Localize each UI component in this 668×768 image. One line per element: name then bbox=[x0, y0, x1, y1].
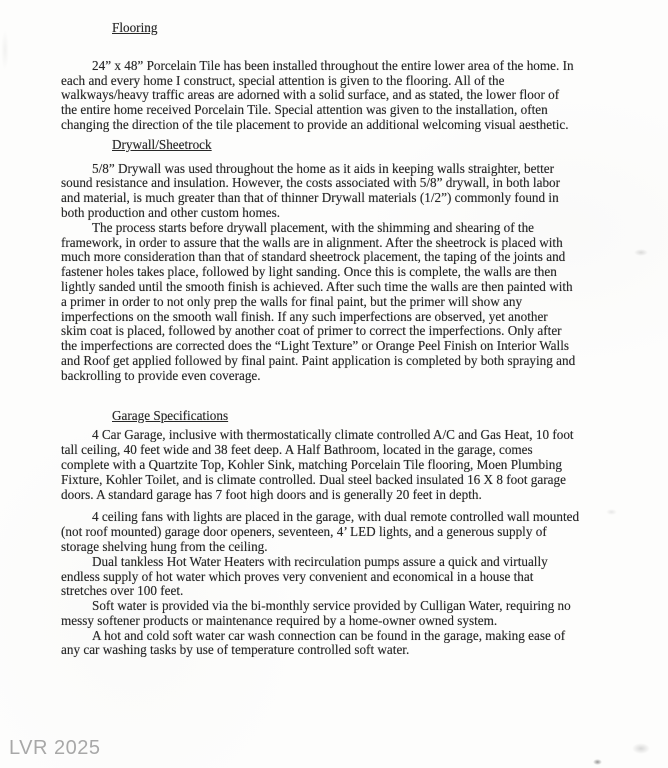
paragraph bbox=[61, 510, 579, 554]
text-line: and material, is much greater than that of thinner Drywall materials (1/2”) commonly found in bbox=[61, 190, 559, 206]
paragraph bbox=[61, 629, 579, 659]
section-heading: Garage Specifications bbox=[112, 407, 229, 423]
text-line: the imperfections are corrected does the “Light Texture” or Orange Peel Finish on Interior Walls bbox=[61, 338, 569, 354]
text-line: much more consideration than that of standard sheetrock placement, the taping of the joints and bbox=[61, 249, 566, 265]
text-line: both production and other custom homes. bbox=[61, 204, 281, 220]
text-line: walkways/heavy traffic areas are adorned with a solid surface, and as stated, the lower floor of bbox=[61, 87, 560, 103]
section-heading: Drywall/Sheetrock bbox=[112, 136, 212, 152]
text-line: (not roof mounted) garage door openers, seventeen, 4’ LED lights, and a generous supply of bbox=[61, 524, 547, 540]
text-line: complete with a Quartzite Top, Kohler Sink, matching Porcelain Tile flooring, Moen Plumbing bbox=[61, 456, 562, 472]
text-line: doors. A standard garage has 7 foot high doors and is generally 20 feet in depth. bbox=[61, 486, 482, 502]
text-line: framework, in order to assure that the walls are in alignment. After the sheetrock is placed with bbox=[61, 234, 563, 250]
document-section bbox=[61, 138, 579, 384]
text-line: The process starts before drywall placement, with the shimming and shearing of the bbox=[92, 219, 535, 235]
document-section bbox=[61, 409, 579, 659]
paragraph bbox=[61, 555, 579, 599]
text-line: skim coat is placed, followed by another coat of primer to correct the imperfections. Only after bbox=[61, 323, 562, 339]
text-line: fastener holes takes place, followed by light sanding. Once this is complete, the walls are then bbox=[61, 264, 557, 280]
text-line: lightly sanded until the smooth finish is achieved. After such time the walls are then painted with bbox=[61, 278, 573, 294]
paragraph bbox=[61, 162, 579, 221]
text-line: a primer in order to not only prep the walls for final paint, but the primer will show any bbox=[61, 293, 523, 309]
text-line: backrolling to provide even coverage. bbox=[61, 367, 261, 383]
paragraph bbox=[61, 59, 579, 133]
text-line: 4 Car Garage, inclusive with thermostatically climate controlled A/C and Gas Heat, 10 foot bbox=[92, 427, 574, 443]
text-line: messy softener products or maintenance required by a home-owner owned system. bbox=[61, 612, 498, 628]
paragraph bbox=[61, 599, 579, 629]
text-line: endless supply of hot water which proves very convenient and economical in a house that bbox=[61, 568, 534, 584]
text-line: each and every home I construct, special attention is given to the flooring. All of the bbox=[61, 72, 505, 88]
text-line: storage shelving hung from the ceiling. bbox=[61, 538, 268, 554]
text-line: sound resistance and insulation. However, the costs associated with 5/8” drywall, in both labor bbox=[61, 175, 561, 191]
text-line: 5/8” Drywall was used throughout the home as it aids in keeping walls straighter, better bbox=[92, 160, 555, 176]
text-line: changing the direction of the tile placement to provide an additional welcoming visual aesthetic. bbox=[61, 116, 569, 132]
text-line: Dual tankless Hot Water Heaters with recirculation pumps assure a quick and virtually bbox=[92, 553, 548, 569]
text-line: any car washing tasks by use of temperature controlled soft water. bbox=[61, 642, 410, 658]
text-line: 4 ceiling fans with lights are placed in the garage, with dual remote controlled wall mounted bbox=[92, 509, 580, 525]
scan-smudge bbox=[593, 759, 602, 765]
text-line: 24” x 48” Porcelain Tile has been installed throughout the entire lower area of the home. In bbox=[92, 57, 574, 73]
paragraph bbox=[61, 428, 579, 502]
text-line: stretches over 100 feet. bbox=[61, 583, 184, 599]
text-line: Soft water is provided via the bi-monthly service provided by Culligan Water, requiring no bbox=[92, 598, 571, 614]
text-line: tall ceiling, 40 feet wide and 38 feet deep. A Half Bathroom, located in the garage, comes bbox=[61, 442, 533, 458]
scan-smudge bbox=[632, 743, 650, 754]
section-heading: Flooring bbox=[112, 20, 158, 35]
paragraph bbox=[61, 221, 579, 384]
text-line: imperfections on the smooth wall finish. If any such imperfections are observed, yet another bbox=[61, 308, 548, 324]
document-section bbox=[61, 21, 579, 133]
text-line: Fixture, Kohler Toilet, and is climate controlled. Dual steel backed insulated 16 X 8 foot garage bbox=[61, 471, 566, 487]
scan-smudge bbox=[634, 249, 648, 256]
text-line: and Roof get applied followed by final paint. Paint application is completed by both spraying and bbox=[61, 352, 576, 368]
watermark: LVR 2025 bbox=[9, 737, 101, 759]
text-line: A hot and cold soft water car wash connection can be found in the garage, making ease of bbox=[92, 627, 566, 643]
text-line: the entire home received Porcelain Tile. Special attention was given to the installation, often bbox=[61, 102, 548, 118]
scan-smudge bbox=[606, 509, 617, 515]
